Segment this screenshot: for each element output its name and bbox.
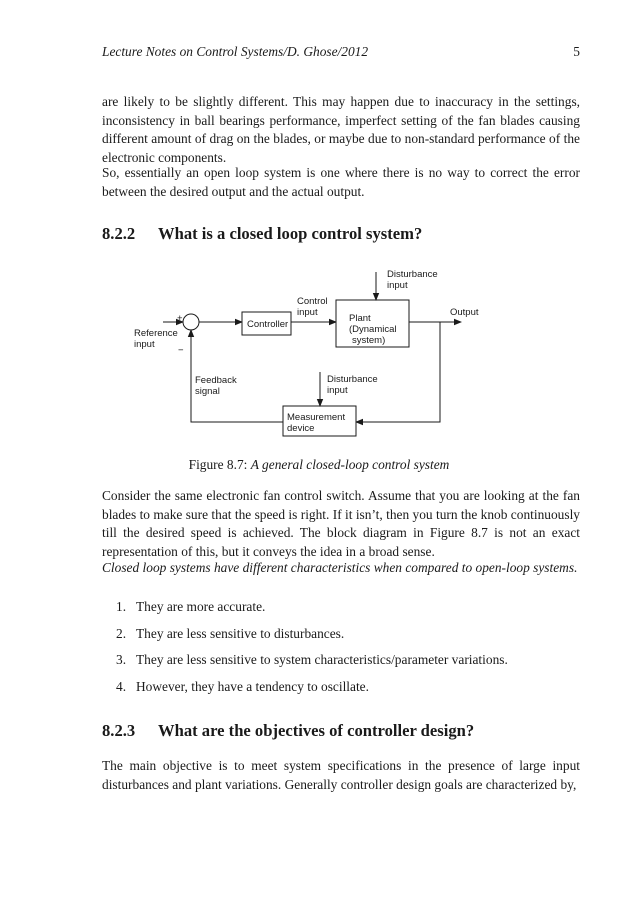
minus-sign: − [178, 345, 184, 356]
control-input-label-2: input [297, 307, 318, 318]
measurement-device-label-2: device [287, 423, 315, 434]
paragraph-4: Closed loop systems have different characteristics when compared to open-loop systems. [102, 560, 578, 575]
disturbance-bottom-label-2: input [327, 385, 348, 396]
page-header [102, 44, 580, 62]
disturbance-top-label-1: Disturbance [387, 269, 438, 280]
paragraph-1: are likely to be slightly different. This may happen due to inaccuracy in the settings, inconsistency in ball bearings performance, imperfect setting of the fan blades causing different amount of drag on the blades, or maybe due to non-standard performance of the electronic components. [102, 94, 580, 165]
closed-loop-block-diagram [0, 260, 638, 460]
section-number: 8.2.3 [102, 721, 136, 740]
section-heading-8-2-3 [102, 721, 474, 741]
feedback-signal-label-1: Feedback [195, 375, 237, 386]
plant-label-2: (Dynamical [349, 324, 397, 335]
plant-label-3: system) [352, 335, 386, 346]
plant-label-1: Plant [349, 313, 371, 324]
section-title: What are the objectives of controller design? [158, 721, 475, 740]
paragraph-3: Consider the same electronic fan control switch. Assume that you are looking at the fan blades to make sure that the speed is right. If it isn’t, then you turn the knob continuously till the desired speed is achieved. The block diagram in Figure 8.7 is not an exact representation of this, but it conveys the idea in a broad sense. [102, 488, 580, 559]
list-item: 1. They are more accurate. [116, 599, 266, 614]
feedback-signal-label-2: signal [195, 386, 220, 397]
reference-input-label-2: input [134, 339, 155, 350]
figure-label: Figure 8.7: [188, 457, 248, 472]
disturbance-bottom-label-1: Disturbance [327, 374, 378, 385]
paragraph-5: The main objective is to meet system specifications in the presence of large input disturbances and plant variations. Generally controller design goals are characterized by, [102, 758, 580, 792]
output-label: Output [450, 307, 479, 318]
page-number: 5 [573, 44, 580, 59]
list-item: 2. They are less sensitive to disturbances. [116, 626, 345, 641]
controller-label: Controller [247, 319, 289, 330]
list-item: 4. However, they have a tendency to oscillate. [116, 679, 369, 694]
control-input-label-1: Control [297, 296, 328, 307]
paragraph-2: So, essentially an open loop system is one where there is no way to correct the error between the desired output and the actual output. [102, 165, 580, 199]
figure-caption [0, 457, 638, 473]
section-heading-8-2-2 [102, 224, 422, 244]
plus-sign: + [177, 313, 183, 324]
reference-input-label-1: Reference [134, 328, 178, 339]
figure-caption-text: A general closed-loop control system [250, 457, 450, 472]
measurement-device-label-1: Measurement [287, 412, 346, 423]
running-title: Lecture Notes on Control Systems/D. Ghose/2012 [102, 44, 369, 59]
section-title: What is a closed loop control system? [158, 224, 423, 243]
summing-junction [183, 314, 199, 330]
section-number: 8.2.2 [102, 224, 136, 243]
list-item: 3. They are less sensitive to system characteristics/parameter variations. [116, 652, 508, 667]
disturbance-top-label-2: input [387, 280, 408, 291]
